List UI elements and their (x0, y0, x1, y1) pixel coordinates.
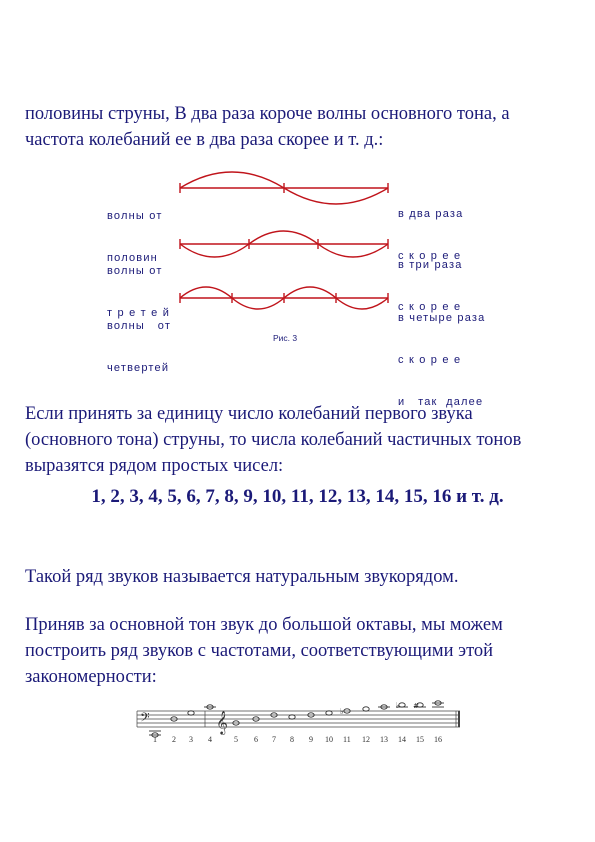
staff-number: 14 (398, 735, 406, 744)
note-3 (188, 711, 194, 715)
row1-right-label: в два раза с к о р е е (398, 208, 464, 262)
staff-number: 8 (290, 735, 294, 744)
note-12 (363, 707, 369, 711)
staff-number: 5 (234, 735, 238, 744)
row2-left-label: волны от т р е т е й (107, 265, 171, 319)
row3-right-label: в четыре раза с к о р е е и так далее (398, 312, 486, 408)
staff-number: 4 (208, 735, 212, 744)
number-series: 1, 2, 3, 4, 5, 6, 7, 8, 9, 10, 11, 12, 13, 14, 15, 16 и т. д. (91, 486, 504, 507)
paragraph-3: Такой ряд звуков называется натуральным звукорядом. (25, 567, 459, 587)
staff-numbers (153, 735, 442, 744)
intro-line-1: половины струны, В два раза короче волны основного тона, а (25, 104, 510, 124)
note-8 (289, 715, 295, 719)
staff-number: 15 (416, 735, 424, 744)
flat-icon-2: ♭ (396, 701, 400, 710)
para4-line-1: Приняв за основной тон звук до большой октавы, мы можем (25, 615, 503, 635)
para2-line-3: выразятся рядом простых чисел: (25, 456, 284, 476)
para2-line-1: Если принять за единицу число колебаний первого звука (25, 404, 473, 424)
staff-number: 10 (325, 735, 333, 744)
para4-line-3: закономерности: (25, 667, 157, 687)
flat-icon: ♭ (340, 707, 344, 716)
intro-line-2: частота колебаний ее в два раза скорее и т. д.: (25, 130, 384, 150)
row3-left-label: волны от четвертей (107, 320, 172, 374)
figure-caption: Рис. 3 (273, 333, 298, 343)
staff-number: 2 (172, 735, 176, 744)
note-10 (326, 711, 332, 715)
row1-left-label: волны от половин (107, 210, 163, 264)
para4-line-2: построить ряд звуков с частотами, соответствующими этой (25, 641, 494, 661)
staff-number: 11 (343, 735, 351, 744)
para2-line-2: (основного тона) струны, то числа колебаний частичных тонов (25, 430, 522, 450)
staff-number: 6 (254, 735, 258, 744)
bass-clef-icon: 𝄢 (140, 710, 150, 728)
staff-number: 7 (272, 735, 276, 744)
staff-number: 13 (380, 735, 388, 744)
sharp-icon: # (413, 702, 419, 710)
staff-number: 16 (434, 735, 442, 744)
staff-number: 3 (189, 735, 193, 744)
staff-number: 1 (153, 735, 157, 744)
treble-clef-icon: 𝄞 (216, 710, 228, 734)
staff-number: 9 (309, 735, 313, 744)
row2-right-label: в три раза с к о р е е (398, 259, 463, 313)
staff-number: 12 (362, 735, 370, 744)
